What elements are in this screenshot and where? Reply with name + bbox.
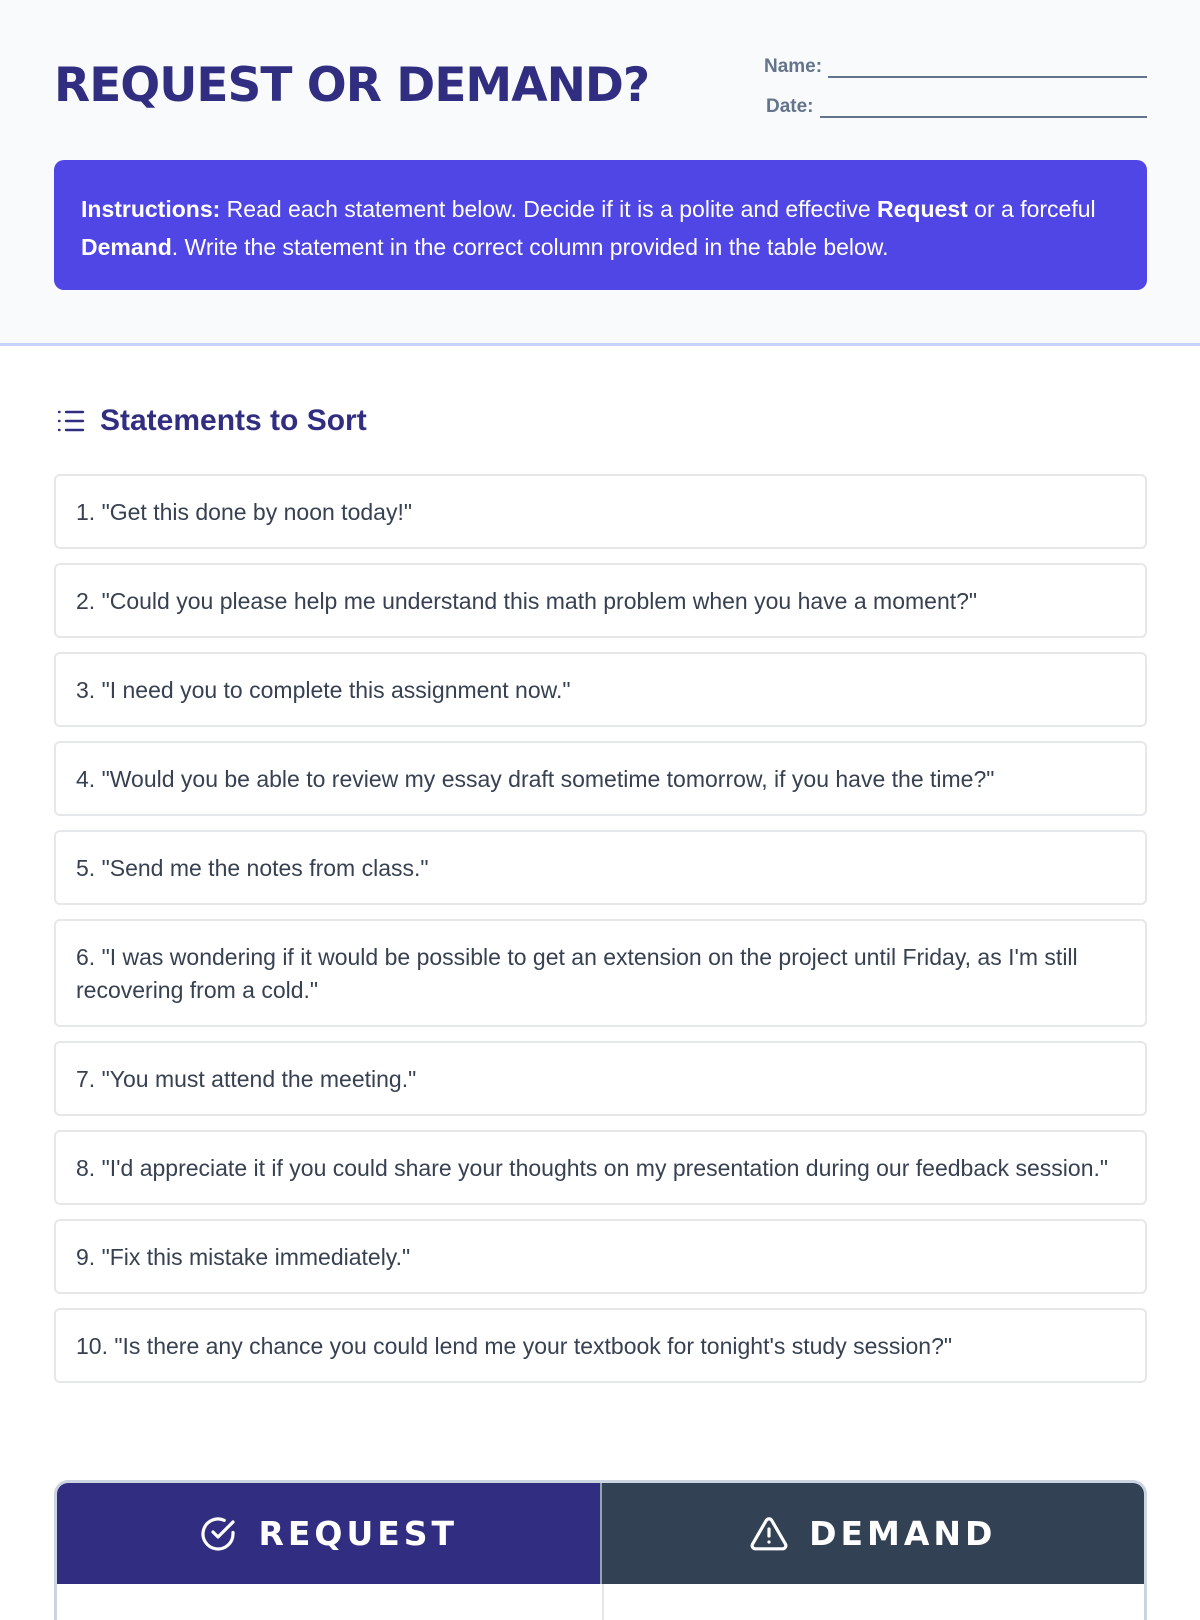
table-body bbox=[57, 1584, 1144, 1620]
request-column-label: REQUEST bbox=[258, 1514, 459, 1553]
worksheet-header bbox=[0, 0, 1200, 346]
check-circle-icon bbox=[198, 1514, 238, 1554]
instructions-text-1: Read each statement below. Decide if it is a polite and effective bbox=[220, 196, 878, 222]
instructions-text-2: or a forceful bbox=[967, 196, 1096, 222]
statement-item: 9. "Fix this mistake immediately." bbox=[54, 1219, 1147, 1294]
statement-item: 2. "Could you please help me understand this math problem when you have a moment?" bbox=[54, 563, 1147, 638]
instructions-request-word: Request bbox=[877, 196, 968, 222]
date-field[interactable] bbox=[766, 94, 1147, 118]
section-heading bbox=[56, 404, 367, 438]
statement-item: 7. "You must attend the meeting." bbox=[54, 1041, 1147, 1116]
name-label: Name: bbox=[764, 56, 823, 77]
name-line[interactable] bbox=[828, 60, 1147, 78]
instructions-demand-word: Demand bbox=[81, 234, 172, 260]
page-title: REQUEST OR DEMAND? bbox=[54, 58, 650, 113]
demand-column-label: DEMAND bbox=[809, 1514, 997, 1553]
column-divider bbox=[602, 1584, 604, 1620]
demand-column-header bbox=[602, 1483, 1145, 1584]
statement-item: 8. "I'd appreciate it if you could share your thoughts on my presentation during our feedback session." bbox=[54, 1130, 1147, 1205]
statements-list bbox=[54, 474, 1147, 1383]
sort-table bbox=[54, 1480, 1147, 1620]
statement-item: 1. "Get this done by noon today!" bbox=[54, 474, 1147, 549]
statement-item: 4. "Would you be able to review my essay draft sometime tomorrow, if you have the time?" bbox=[54, 741, 1147, 816]
date-line[interactable] bbox=[820, 100, 1147, 118]
section-title: Statements to Sort bbox=[100, 404, 367, 437]
instructions-text-3: . Write the statement in the correct column provided in the table below. bbox=[171, 234, 889, 260]
warning-triangle-icon bbox=[749, 1514, 789, 1554]
statement-item: 6. "I was wondering if it would be possible to get an extension on the project until Friday, as I'm still recovering from a cold." bbox=[54, 919, 1147, 1027]
statement-item: 3. "I need you to complete this assignment now." bbox=[54, 652, 1147, 727]
date-label: Date: bbox=[766, 96, 814, 117]
statement-item: 5. "Send me the notes from class." bbox=[54, 830, 1147, 905]
request-column-header bbox=[57, 1483, 602, 1584]
name-field[interactable] bbox=[764, 54, 1147, 78]
instructions-lead: Instructions: bbox=[81, 196, 221, 222]
list-icon bbox=[56, 406, 86, 436]
statement-item: 10. "Is there any chance you could lend me your textbook for tonight's study session?" bbox=[54, 1308, 1147, 1383]
instructions-box bbox=[54, 160, 1147, 290]
